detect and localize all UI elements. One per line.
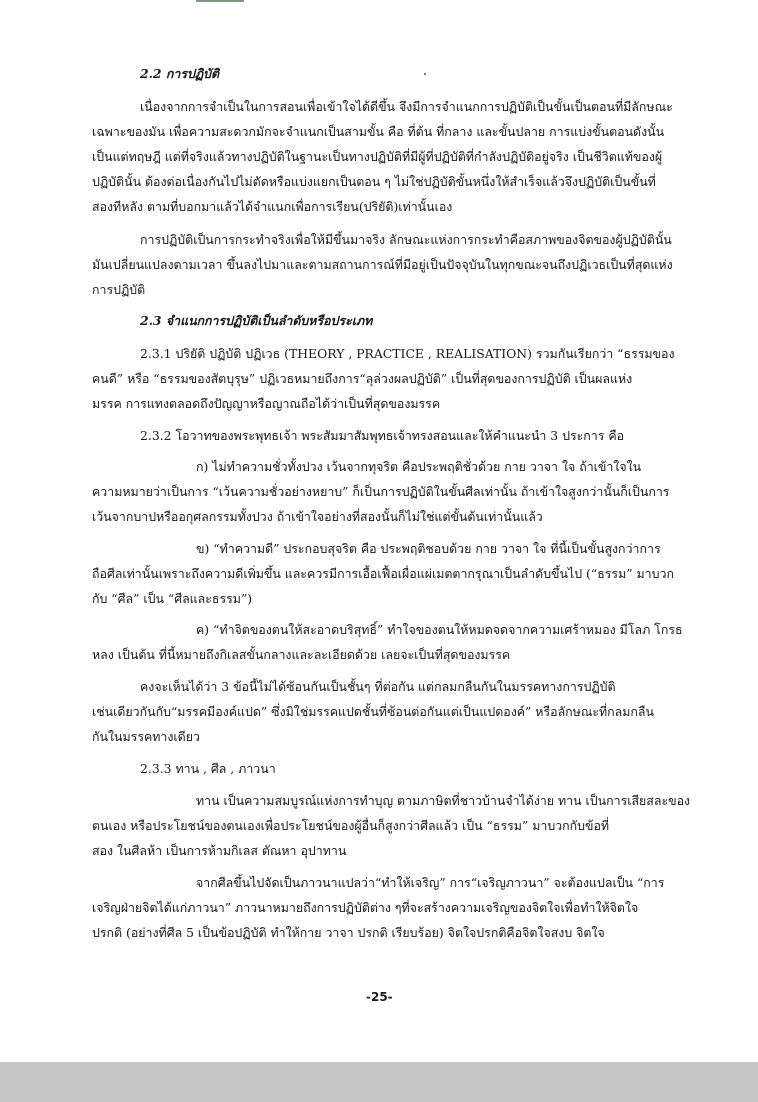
paragraph-line: ข) “ทำความดี” ประกอบสุจริต คือ ประพฤติชอบด้วย กาย วาจา ใจ ที่นี้เป็นขั้นสูงกว่าการ bbox=[196, 541, 661, 556]
paragraph-line: มรรค การแทงตลอดถึงปัญญาหรือญาณถือได้ว่าเป็นที่สุดของมรรค bbox=[92, 396, 441, 411]
section-heading-2-3: 2.3 จำแนกการปฏิบัติเป็นลำดับหรือประเภท bbox=[140, 313, 373, 328]
paragraph-line: ค) “ทำจิตของตนให้สะอาดบริสุทธิ์” ทำใจของตนให้หมดจดจากความเศร้าหมอง มีโลภ โกรธ bbox=[196, 622, 683, 637]
paragraph-line: ความหมายว่าเป็นการ “เว้นความชั่วอย่างหยาบ” ก็เป็นการปฏิบัติในขั้นศีลเท่านั้น ถ้าเข้าใจสูงกว่านั้นก็เป็นการ bbox=[92, 484, 670, 499]
paragraph-line: เนื่องจากการจำเป็นในการสอนเพื่อเข้าใจได้ดีขึ้น จึงมีการจำแนกการปฏิบัติเป็นขั้นเป็นตอนที่มีลักษณะ bbox=[140, 99, 673, 114]
paragraph-line: ปฏิบัตินั้น ต้องต่อเนื่องกันไปไม่ตัดหรือแบ่งแยกเป็นตอน ๆ ไม่ใช่ปฏิบัติขั้นหนึ่งให้สำเร็จแล้วจึงปฏิบัติเป็นขั้นที่ bbox=[92, 174, 656, 189]
paragraph-line: เป็นแต่ทฤษฎี แต่ที่จริงแล้วทางปฏิบัติในฐานะเป็นทางปฏิบัติที่มีผู้ที่ปฏิบัติที่กำลังปฏิบัติอยู่จริง เป็นชีวิตแท้ของผู้ bbox=[92, 149, 663, 164]
section-heading-2-2: 2.2 การปฏิบัติ bbox=[140, 66, 220, 81]
paragraph-line: การปฏิบัติ bbox=[92, 282, 146, 297]
paragraph-line: ตนเอง หรือประโยชน์ของตนเองเพื่อประโยชน์ของผู้อื่นก็สูงกว่าศีลแล้ว เป็น “ธรรม” มาบวกกับข้อที่ bbox=[92, 818, 610, 833]
paragraph-line: กันในมรรคทางเดียว bbox=[92, 729, 200, 744]
scan-dot bbox=[424, 73, 426, 75]
paragraph-line: 2.3.1 ปริยัติ ปฏิบัติ ปฏิเวธ (THEORY , PRACTICE , REALISATION) รวมกันเรียกว่า “ธรรมของ bbox=[140, 346, 675, 361]
paragraph-line: 2.3.2 โอวาทของพระพุทธเจ้า พระสัมมาสัมพุทธเจ้าทรงสอนและให้คำแนะนำ 3 ประการ คือ bbox=[140, 428, 625, 443]
paragraph-line: กับ “ศีล” เป็น “ศีลและธรรม”) bbox=[92, 591, 253, 606]
page-number: -25- bbox=[366, 990, 393, 1004]
paragraph-line: คงจะเห็นได้ว่า 3 ข้อนี้ไม่ได้ซ้อนกันเป็นชั้นๆ ที่ต่อกัน แต่กลมกลืนกันในมรรคทางการปฏิบัติ bbox=[140, 679, 616, 694]
scan-mark bbox=[196, 0, 244, 2]
scan-border bbox=[0, 1062, 758, 1102]
paragraph-line: เฉพาะของมัน เพื่อความสะดวกมักจะจำแนกเป็นสามขั้น คือ ที่ต้น ที่กลาง และขั้นปลาย การแบ่งขั้นตอนดังนั้น bbox=[92, 124, 665, 139]
paragraph-line: คนดี” หรือ “ธรรมของสัตบุรุษ” ปฏิเวธหมายถึงการ“ลุล่วงผลปฏิบัติ” เป็นที่สุดของการปฏิบัติ เป็นผลแห่ง bbox=[92, 371, 633, 386]
paragraph-line: มันเปลี่ยนแปลงตามเวลา ขึ้นลงไปมาและตามสถานการณ์ที่มีอยู่เป็นปัจจุบันในทุกขณะจนถึงปฏิเวธเป็นที่สุดแห่ง bbox=[92, 257, 673, 272]
paragraph-line: ก) ไม่ทำความชั่วทั้งปวง เว้นจากทุจริต คือประพฤติชั่วด้วย กาย วาจา ใจ ถ้าเข้าใจใน bbox=[196, 459, 642, 474]
paragraph-line: ปรกติ (อย่างที่ศีล 5 เป็นข้อปฏิบัติ ทำให้กาย วาจา ปรกติ เรียบร้อย) จิตใจปรกติคือจิตใจสงบ จิตใจ bbox=[92, 925, 605, 940]
paragraph-line: หลง เป็นต้น ที่นี้หมายถึงกิเลสขั้นกลางและละเอียดด้วย เลยจะเป็นที่สุดของมรรค bbox=[92, 647, 511, 662]
paragraph-line: เจริญฝ่ายจิตได้แก่ภาวนา” ภาวนาหมายถึงการปฏิบัติต่าง ๆที่จะสร้างความเจริญของจิตใจเพื่อทำให้จิตใจ bbox=[92, 900, 639, 915]
paragraph-line: จากศีลขึ้นไปจัดเป็นภาวนาแปลว่า“ทำให้เจริญ” การ“เจริญภาวนา” จะต้องแปลเป็น “การ bbox=[196, 875, 665, 890]
paragraph-line: ทาน เป็นความสมบูรณ์แห่งการทำบุญ ตามภาษิตที่ชาวบ้านจำได้ง่าย ทาน เป็นการเสียสละของ bbox=[196, 793, 691, 808]
paragraph-line: เว้นจากบาปหรืออกุศลกรรมทั้งปวง ถ้าเข้าใจอย่างที่สองนั้นก็ไม่ใช่แต่ขั้นต้นเท่านั้นแล้ว bbox=[92, 509, 543, 524]
paragraph-line: เช่นเดียวกันกับ“มรรคมีองค์แปด” ซึ่งมิใช่มรรคแปดชั้นที่ซ้อนต่อกันแต่เป็นแปดองค์” หรือลักษณะที่กลมกลืน bbox=[92, 704, 654, 719]
paragraph-line: การปฏิบัติเป็นการกระทำจริงเพื่อให้มีขึ้นมาจริง ลักษณะแห่งการกระทำคือสภาพของจิตของผู้ปฏิบัตินั้น bbox=[140, 232, 672, 247]
paragraph-line: สอง ในศีลห้า เป็นการห้ามกิเลส ตัณหา อุปาทาน bbox=[92, 843, 347, 858]
paragraph-line: สองทีหลัง ตามที่บอกมาแล้วได้จำแนกเพื่อการเรียน(ปริยัติ)เท่านั้นเอง bbox=[92, 199, 453, 214]
paragraph-line: ถือศีลเท่านั้นเพราะถึงความดีเพิ่มขึ้น และควรมีการเอื้อเฟื้อเผื่อแผ่เมตตากรุณาเป็นลำดับขึ้นไป (“ธรรม” มาบวก bbox=[92, 566, 674, 581]
subsection-title-2-3-3: 2.3.3 ทาน , ศีล , ภาวนา bbox=[140, 761, 276, 776]
